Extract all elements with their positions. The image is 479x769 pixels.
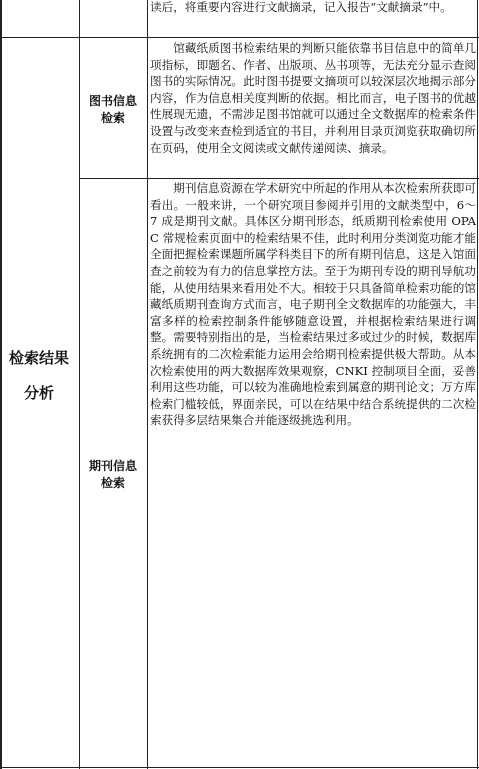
section-label-line1: 检索结果 bbox=[8, 349, 69, 367]
table-line-right bbox=[477, 0, 478, 769]
table-line-book-row-bottom bbox=[80, 178, 479, 179]
journal-search-label-line2: 检索 bbox=[100, 476, 125, 490]
book-search-text: 馆藏纸质图书检索结果的判断只能依靠书目信息中的简单几项指标，即题名、作者、出版项、丛书项等，无法充分显示查阅图书的实际情况。此时图书提要文摘项可以较深层次地揭示部分内容，作为信息相关度判断的依据。相比而言，电子图书的优越性展现无遗，不需涉足图书馆就可以通过全文数据库的检索条件设置与改变来查检到适宜的书目，并利用目录页浏览获取确切所在页码，使用全文阅读或文献传递阅读、摘录。 bbox=[150, 41, 476, 155]
table-line-bottom bbox=[0, 767, 479, 768]
journal-search-text: 期刊信息资源在学术研究中所起的作用从本次检索所获即可看出。一般来讲，一个研究项目参阅并引用的文献类型中，6～7 成是期刊文献。具体区分期刊形态，纸质期刊检索使用 OPAC 常规检索页面中的检索结果不佳，此时利用分类浏览功能才能全面把握检索课题所属学科类目下的所有期刊信息，这是入馆面查之前较为有力的信息掌控方法。至于为期刊专设的期刊导航功能，从使用结果来看用处不大。相较于只具备简单检索功能的馆藏纸质期刊查询方式而言，电子期刊全文数据库的功能强大，丰富多样的检索控制条件能够随意设置，并根据检索结果进行调整。需要特别指出的是，当检索结果过多或过少的时候，数据库系统拥有的二次检索能力运用会给期刊检索提供极大帮助。从本次检索使用的两大数据库效果观察，CNKI 控制项目全面，妥善利用这些功能，可以较为准确地检索到属意的期刊论文；万方库检索门槛较低，界面亲民，可以在结果中结合系统提供的二次检索获得多层结果集合并能逐级挑选利用。 bbox=[150, 181, 476, 428]
table-line-top-row-bottom bbox=[0, 37, 479, 38]
table-line-sublabel-divider bbox=[147, 0, 148, 769]
book-search-label-line2: 检索 bbox=[100, 111, 125, 125]
section-label-line2: 分析 bbox=[23, 384, 54, 402]
journal-search-label-line1: 期刊信息 bbox=[88, 459, 137, 473]
book-search-label-line1: 图书信息 bbox=[88, 94, 137, 108]
top-row-text: 读后，将重要内容进行文献摘录，记入报告“文献摘录”中。 bbox=[150, 0, 452, 14]
